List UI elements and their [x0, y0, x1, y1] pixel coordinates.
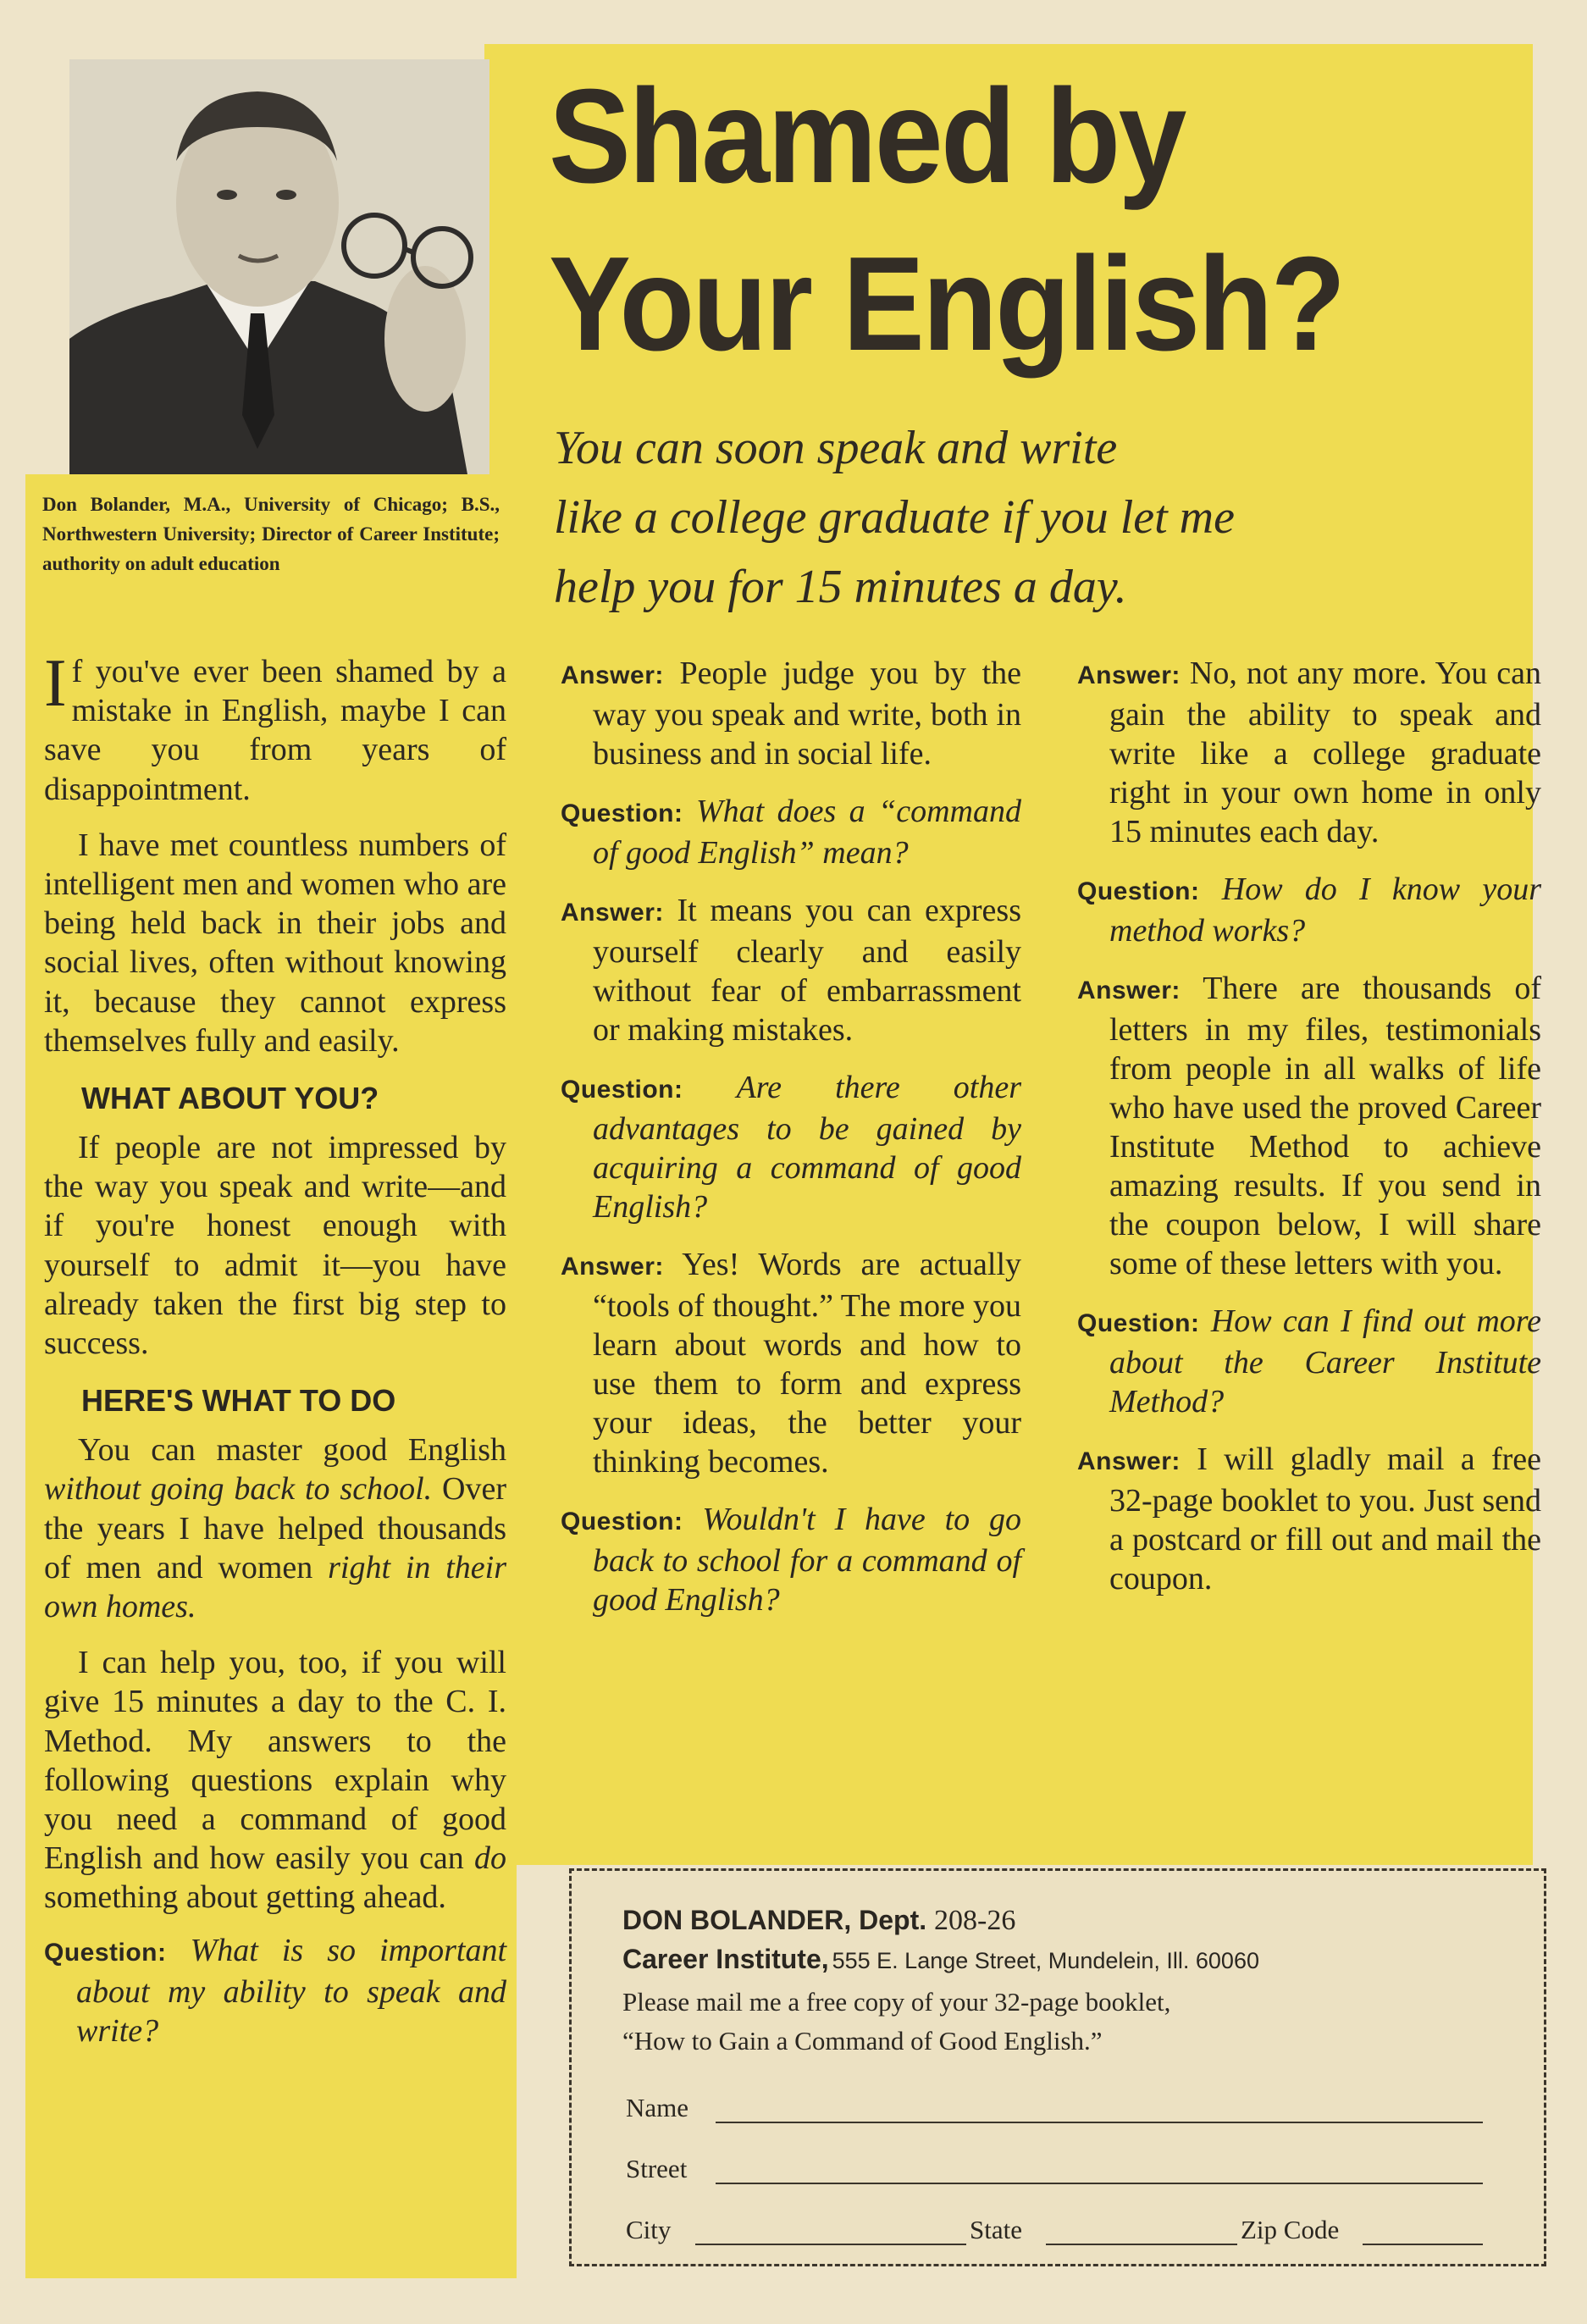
qa-label: Answer: — [561, 661, 664, 689]
qa-item — [1077, 654, 1541, 851]
coupon-address: Career Institute, 555 E. Lange Street, Mundelein, Ill. 60060 — [622, 1944, 1259, 1974]
qa-text: How do I know your method works? — [1109, 872, 1542, 949]
qa-item — [561, 891, 1021, 1049]
qa-item — [1077, 969, 1541, 1283]
qa-label: Answer: — [561, 1253, 664, 1281]
street-label: Street — [626, 2154, 688, 2183]
qa-label: Answer: — [1077, 1447, 1181, 1475]
headline-line-2: Your English? — [549, 230, 1344, 379]
zip-field[interactable] — [1363, 2244, 1483, 2245]
headline-line-1: Shamed by — [549, 62, 1185, 211]
qa-label: Question: — [561, 800, 683, 827]
name-field[interactable] — [716, 2122, 1483, 2123]
qa-item — [561, 1500, 1021, 1619]
qa-item — [1077, 1302, 1541, 1421]
subtitle-what-about-you: WHAT ABOUT YOU? — [81, 1081, 379, 1116]
middle-column — [561, 654, 1021, 1638]
subheading-line-3: help you for 15 minutes a day. — [554, 561, 1127, 613]
qa-text: There are thousands of letters in my files, testimonials from people in all walks of life who have used the proved Career Institute Method to achieve amazing results. If you send in the coupon below, I will share some of these letters with you. — [1109, 971, 1541, 1281]
photo-caption: Don Bolander, M.A., University of Chicago; B.S., Northwestern University; Director of Career Institute; authority on adult education — [42, 494, 500, 574]
state-label: State — [970, 2215, 1022, 2244]
city-field[interactable] — [695, 2244, 966, 2245]
left-column — [44, 646, 507, 2069]
qa-label: Question: — [44, 1938, 167, 1967]
coupon-recipient: DON BOLANDER, Dept. 208-26 — [622, 1905, 1016, 1936]
qa-text: No, not any more. You can gain the ability to speak and write like a college graduate right in your own home in only 15 minutes each day. — [1109, 656, 1542, 849]
subtitle-heres-what-to-do: HERE'S WHAT TO DO — [81, 1383, 396, 1419]
street-field[interactable] — [716, 2183, 1483, 2184]
order-coupon[interactable] — [569, 1868, 1546, 2266]
headline — [549, 53, 1565, 388]
qa-label: Question: — [1077, 877, 1200, 905]
qa-item — [1077, 870, 1541, 950]
zip-label: Zip Code — [1241, 2215, 1340, 2244]
qa-text: What is so important about my ability to speak and write? — [76, 1932, 506, 2049]
right-column — [1077, 654, 1541, 1617]
qa-label: Answer: — [1077, 661, 1181, 689]
qa-text: I will gladly mail a free 32-page booklet to you. Just send a postcard or fill out and mail the coupon. — [1109, 1441, 1541, 1596]
subheading-line-2: like a college graduate if you let me — [554, 491, 1235, 544]
subheading — [554, 413, 1536, 622]
intro-paragraph: If you've ever been shamed by a mistake in English, maybe I can save you from years of disappointment. — [44, 646, 506, 807]
paragraph-3: If people are not impressed by the way you speak and write—and if you're honest enough with yourself to admit it—you have already taken the first big step to success. — [44, 1130, 506, 1362]
city-label: City — [626, 2215, 672, 2244]
question-importance — [44, 1931, 506, 2050]
qa-label: Answer: — [1077, 977, 1181, 1004]
author-portrait-illustration — [69, 59, 489, 474]
qa-label: Question: — [561, 1076, 683, 1104]
qa-label: Question: — [561, 1508, 683, 1536]
qa-item — [1077, 1440, 1541, 1598]
dept-number: 208-26 — [934, 1905, 1016, 1936]
qa-label: Answer: — [561, 899, 664, 927]
qa-text: Wouldn't I have to go back to school for a command of good English? — [593, 1502, 1021, 1618]
qa-item — [561, 792, 1021, 872]
qa-text: What does a “command of good English” mean? — [593, 794, 1021, 871]
drop-cap: I — [44, 646, 67, 721]
qa-label: Question: — [1077, 1309, 1200, 1337]
name-label: Name — [626, 2093, 689, 2122]
qa-text: Are there other advantages to be gained by acquiring a command of good English? — [593, 1070, 1022, 1225]
paragraph-2: I have met countless numbers of intelligent men and women who are being held back in their jobs and social lives, often without knowing it, because they cannot express themselves fully and easily. — [44, 827, 506, 1059]
state-field[interactable] — [1046, 2244, 1237, 2245]
qa-text: It means you can express yourself clearly and easily without fear of embarrassment or making mistakes. — [593, 893, 1021, 1048]
subheading-line-1: You can soon speak and write — [554, 422, 1118, 474]
paragraph-4: You can master good English without going back to school. Over the years I have helped thousands of men and women right in their own homes. — [44, 1432, 507, 1625]
qa-item — [561, 1068, 1021, 1226]
author-photo — [69, 59, 489, 474]
qa-text: People judge you by the way you speak and write, both in business and in social life. — [593, 656, 1021, 772]
qa-text: Yes! Words are actually “tools of thought.” The more you learn about words and how to use them to form and express your ideas, the better your thinking becomes. — [593, 1247, 1022, 1480]
coupon-request: Please mail me a free copy of your 32-page booklet, “How to Gain a Command of Good English.” — [622, 1987, 1171, 2056]
qa-item — [561, 654, 1021, 773]
qa-item — [561, 1245, 1021, 1481]
qa-text: How can I find out more about the Career Institute Method? — [1109, 1303, 1542, 1419]
paragraph-5: I can help you, too, if you will give 15 minutes a day to the C. I. Method. My answers to the following questions explain why you need a command of good English and how easily you can do something about getting ahead. — [44, 1645, 506, 1916]
